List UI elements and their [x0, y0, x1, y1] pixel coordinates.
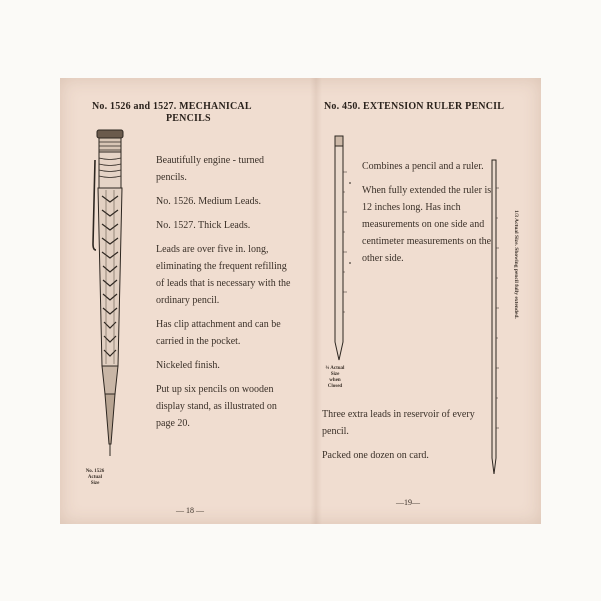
paragraph: Beautifully engine - turned pencils. — [156, 155, 265, 183]
left-heading-line2: PENCILS — [166, 113, 211, 124]
right-caption-line: when — [329, 378, 341, 383]
paragraph: No. 1526. Medium Leads. — [156, 196, 261, 207]
left-body-text — [156, 152, 296, 439]
left-caption-line: Actual — [87, 475, 103, 480]
right-caption-line: Closed — [327, 384, 343, 389]
right-caption-line: ¾ Actual — [325, 366, 345, 371]
right-caption-line: Size — [330, 372, 340, 377]
right-body-text-bottom — [322, 406, 497, 471]
right-page — [318, 78, 541, 524]
paragraph: Combines a pencil and a ruler. — [362, 161, 484, 172]
left-heading — [92, 101, 302, 125]
paragraph: Three extra leads in reservoir of every pencil. — [322, 409, 475, 437]
extension-pencil-closed-illustration — [324, 132, 354, 364]
page-number-19: —19— — [396, 498, 420, 507]
page-number-18: — 18 — — [176, 506, 204, 515]
left-caption-line: Size — [90, 481, 100, 486]
extended-pencil-caption: 1/3 Actual Size. Showing pencil fully extended. — [513, 210, 519, 319]
right-body-text-top — [362, 158, 492, 274]
paragraph: No. 1527. Thick Leads. — [156, 220, 251, 231]
left-page — [60, 78, 310, 524]
extension-pencil-extended-illustration — [484, 158, 504, 478]
mechanical-pencil-illustration — [84, 126, 144, 466]
paragraph: When fully extended the ruler is 12 inches long. Has inch measurements on one side and centimeter measurements on the other side. — [362, 185, 492, 264]
right-heading: No. 450. EXTENSION RULER PENCIL — [324, 101, 505, 112]
paragraph: Put up six pencils on wooden display stand, as illustrated on page 20. — [156, 384, 277, 429]
paragraph: Leads are over five in. long, eliminating the frequent refilling of leads that is necessary with the ordinary pencil. — [156, 244, 291, 306]
paragraph: Has clip attachment and can be carried in the pocket. — [156, 319, 281, 347]
catalog-spread — [60, 78, 541, 524]
paragraph: Nickeled finish. — [156, 360, 220, 371]
left-illustration-caption — [80, 469, 110, 487]
right-illustration-caption — [318, 366, 352, 390]
left-caption-line: No. 1526 — [85, 469, 105, 474]
left-heading-line1: No. 1526 and 1527. MECHANICAL — [92, 101, 252, 112]
paragraph: Packed one dozen on card. — [322, 450, 429, 461]
